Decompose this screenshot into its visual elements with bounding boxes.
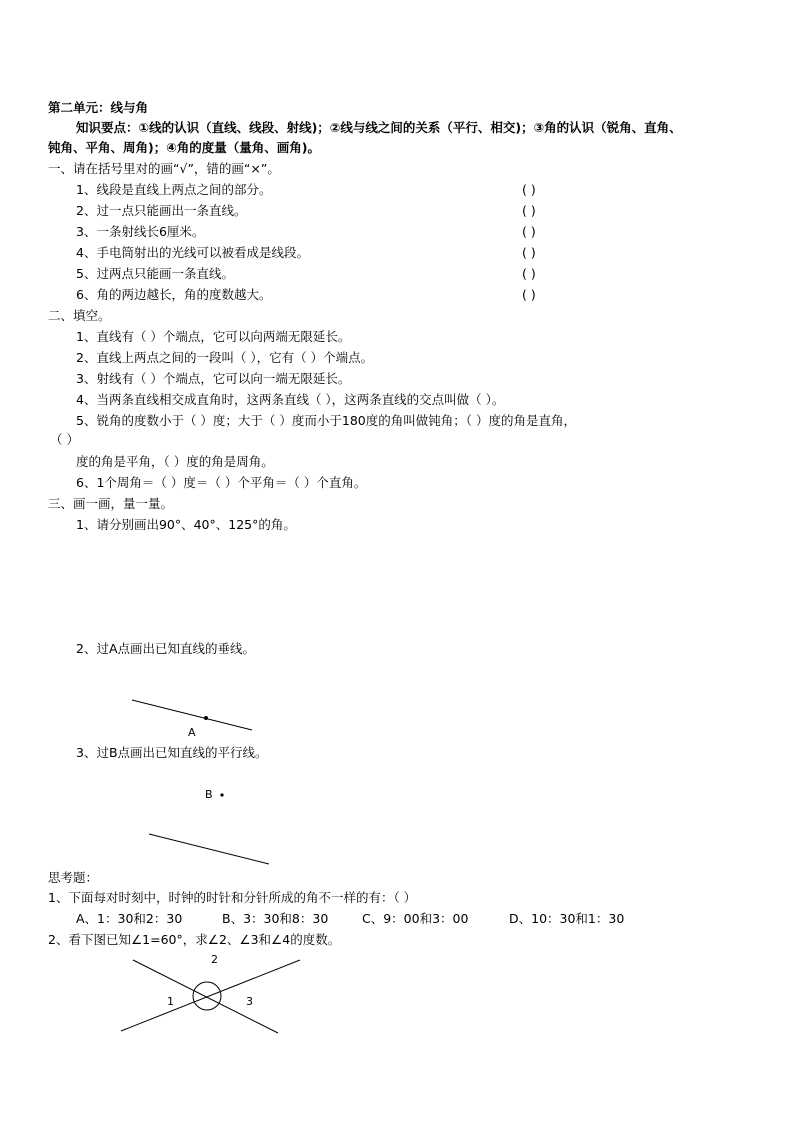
answer-parentheses[interactable]: ( ) bbox=[522, 224, 536, 239]
judgement-item: 2、过一点只能画出一条直线。 bbox=[76, 203, 247, 218]
unit-title: 第二单元：线与角 bbox=[48, 100, 149, 115]
fill-blank-wrap: （ ） bbox=[50, 432, 79, 447]
fill-blank-item: 1、直线有（ ）个端点，它可以向两端无限延长。 bbox=[76, 329, 351, 344]
angle-3-label: 3 bbox=[246, 995, 253, 1008]
section2-heading: 二、填空。 bbox=[48, 308, 111, 323]
point-a-dot bbox=[204, 716, 208, 720]
angle-1-label: 1 bbox=[167, 995, 174, 1008]
answer-parentheses[interactable]: ( ) bbox=[522, 287, 536, 302]
point-b-label: B bbox=[205, 788, 213, 801]
fill-blank-item: 6、1个周角＝（ ）度＝（ ）个平角＝（ ）个直角。 bbox=[76, 475, 367, 490]
key-points-line-2: 钝角、平角、周角)；④角的度量（量角、画角)。 bbox=[48, 140, 321, 155]
given-line-b bbox=[149, 834, 269, 864]
fill-blank-item: 3、射线有（ ）个端点，它可以向一端无限延长。 bbox=[76, 371, 351, 386]
key-points-line-1: 知识要点：①线的认识（直线、线段、射线)；②线与线之间的关系（平行、相交)；③角的认识（锐角、直角、 bbox=[76, 120, 682, 135]
draw-angles-item: 1、请分别画出90°、40°、125°的角。 bbox=[76, 517, 296, 532]
thinking-question-1: 1、下面每对时刻中，时钟的时针和分针所成的角不一样的有：（ ） bbox=[48, 890, 417, 905]
option-c[interactable]: C、9：00和3：00 bbox=[362, 911, 469, 926]
option-d[interactable]: D、10：30和1：30 bbox=[509, 911, 625, 926]
judgement-item: 4、手电筒射出的光线可以被看成是线段。 bbox=[76, 245, 309, 260]
intersecting-line-1 bbox=[133, 960, 278, 1033]
angle-circle bbox=[193, 982, 221, 1010]
answer-parentheses[interactable]: ( ) bbox=[522, 245, 536, 260]
point-a-label: A bbox=[188, 726, 196, 739]
judgement-item: 3、一条射线长6厘米。 bbox=[76, 224, 205, 239]
fill-blank-item: 5、锐角的度数小于（ ）度；大于（ ）度而小于180度的角叫做钝角；（ ）度的角是直角， bbox=[76, 413, 576, 428]
angle-2-label: 2 bbox=[211, 953, 218, 966]
thinking-heading: 思考题： bbox=[48, 870, 99, 885]
answer-parentheses[interactable]: ( ) bbox=[522, 203, 536, 218]
section3-heading: 三、画一画，量一量。 bbox=[48, 496, 174, 511]
fill-blank-item: 度的角是平角，（ ）度的角是周角。 bbox=[76, 454, 274, 469]
option-a[interactable]: A、1：30和2：30 bbox=[76, 911, 183, 926]
judgement-item: 5、过两点只能画一条直线。 bbox=[76, 266, 234, 281]
point-b-dot bbox=[220, 793, 223, 796]
judgement-item: 6、角的两边越长，角的度数越大。 bbox=[76, 287, 272, 302]
perpendicular-item: 2、过A点画出已知直线的垂线。 bbox=[76, 641, 256, 656]
answer-parentheses[interactable]: ( ) bbox=[522, 266, 536, 281]
fill-blank-item: 4、当两条直线相交成直角时，这两条直线（ ），这两条直线的交点叫做（ ）。 bbox=[76, 392, 505, 407]
option-b[interactable]: B、3：30和8：30 bbox=[222, 911, 329, 926]
parallel-item: 3、过B点画出已知直线的平行线。 bbox=[76, 745, 268, 760]
fill-blank-item: 2、直线上两点之间的一段叫（ ），它有（ ）个端点。 bbox=[76, 350, 374, 365]
judgement-item: 1、线段是直线上两点之间的部分。 bbox=[76, 182, 272, 197]
answer-parentheses[interactable]: ( ) bbox=[522, 182, 536, 197]
thinking-question-2: 2、看下图已知∠1=60°，求∠2、∠3和∠4的度数。 bbox=[48, 932, 341, 947]
intersecting-line-2 bbox=[121, 960, 300, 1031]
section1-heading: 一、请在括号里对的画“√”，错的画“×”。 bbox=[48, 161, 280, 176]
